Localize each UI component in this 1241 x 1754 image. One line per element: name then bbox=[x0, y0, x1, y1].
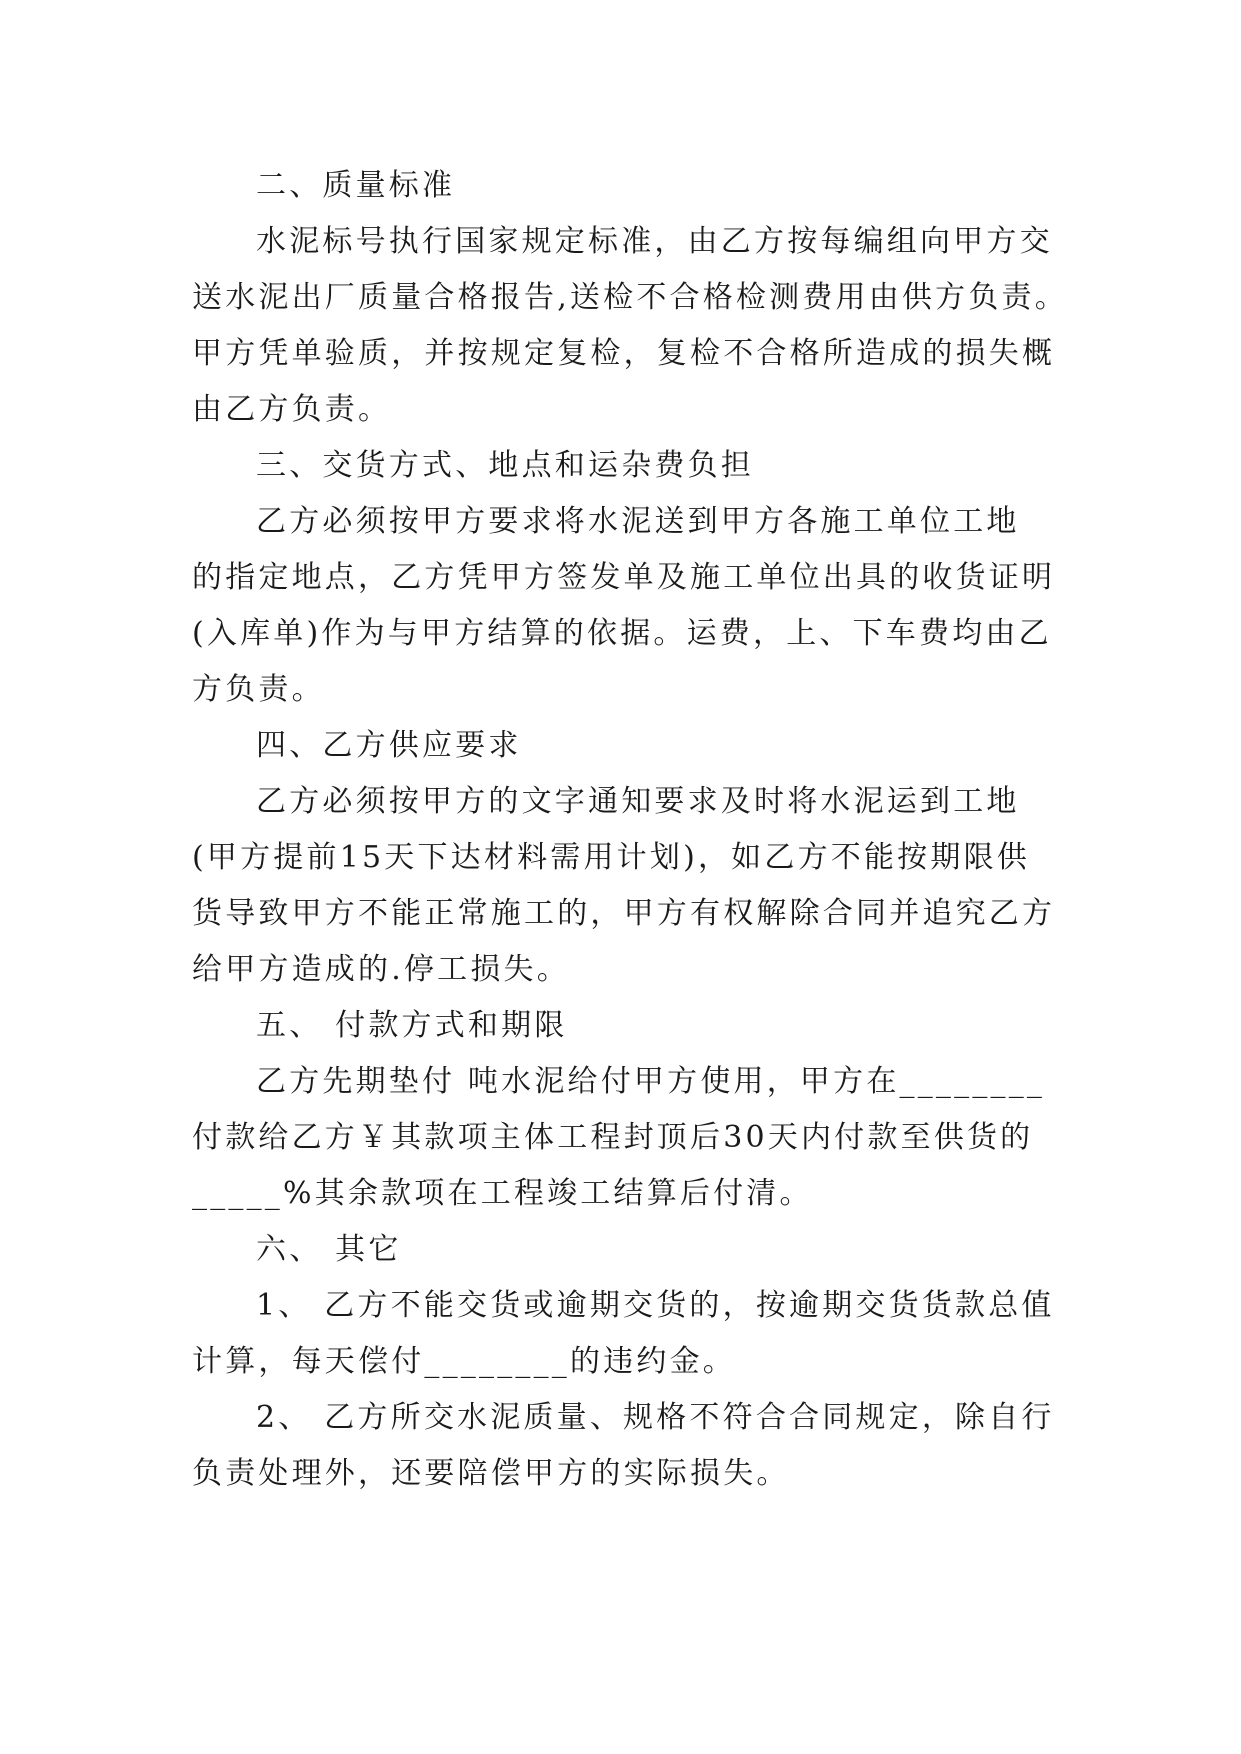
list-item-1: 1、 乙方不能交货或逾期交货的，按逾期交货货款总值 bbox=[256, 1288, 1055, 1323]
section-heading-supply: 四、乙方供应要求 bbox=[256, 728, 522, 763]
paragraph-line: 负责处理外，还要陪偿甲方的实际损失。 bbox=[192, 1456, 790, 1491]
paragraph-line: 给甲方造成的.停工损失。 bbox=[192, 952, 570, 987]
section-heading-delivery: 三、交货方式、地点和运杂费负担 bbox=[256, 448, 754, 483]
paragraph-line: 送水泥出厂质量合格报告,送检不合格检测费用由供方负责。 bbox=[192, 280, 1068, 315]
paragraph-line: 计算，每天偿付________的违约金。 bbox=[192, 1344, 736, 1379]
paragraph-line: 的指定地点，乙方凭甲方签发单及施工单位出具的收货证明 bbox=[192, 560, 1056, 595]
section-heading-payment: 五、 付款方式和期限 bbox=[256, 1008, 568, 1043]
paragraph-line: 乙方先期垫付 吨水泥给付甲方使用，甲方在________ bbox=[256, 1064, 1046, 1099]
list-item-2: 2、 乙方所交水泥质量、规格不符合合同规定，除自行 bbox=[256, 1400, 1055, 1435]
section-heading-quality: 二、质量标准 bbox=[256, 168, 456, 203]
paragraph-line: 乙方必须按甲方的文字通知要求及时将水泥运到工地 bbox=[256, 784, 1020, 819]
paragraph-line: 由乙方负责。 bbox=[192, 392, 392, 427]
paragraph-line: 乙方必须按甲方要求将水泥送到甲方各施工单位工地 bbox=[256, 504, 1020, 539]
paragraph-line: 甲方凭单验质，并按规定复检，复检不合格所造成的损失概 bbox=[192, 336, 1056, 371]
paragraph-line: 货导致甲方不能正常施工的，甲方有权解除合同并追究乙方 bbox=[192, 896, 1056, 931]
paragraph-line: _____%其余款项在工程竣工结算后付清。 bbox=[192, 1176, 813, 1211]
paragraph-line: 方负责。 bbox=[192, 672, 325, 707]
paragraph-line: (甲方提前15天下达材料需用计划)，如乙方不能按期限供 bbox=[192, 840, 1030, 875]
paragraph-line: 水泥标号执行国家规定标准，由乙方按每编组向甲方交 bbox=[256, 224, 1053, 259]
section-heading-other: 六、 其它 bbox=[256, 1232, 402, 1267]
paragraph-line: 付款给乙方￥其款项主体工程封顶后30天内付款至供货的 bbox=[192, 1120, 1034, 1155]
paragraph-line: (入库单)作为与甲方结算的依据。运费，上、下车费均由乙 bbox=[192, 616, 1052, 651]
